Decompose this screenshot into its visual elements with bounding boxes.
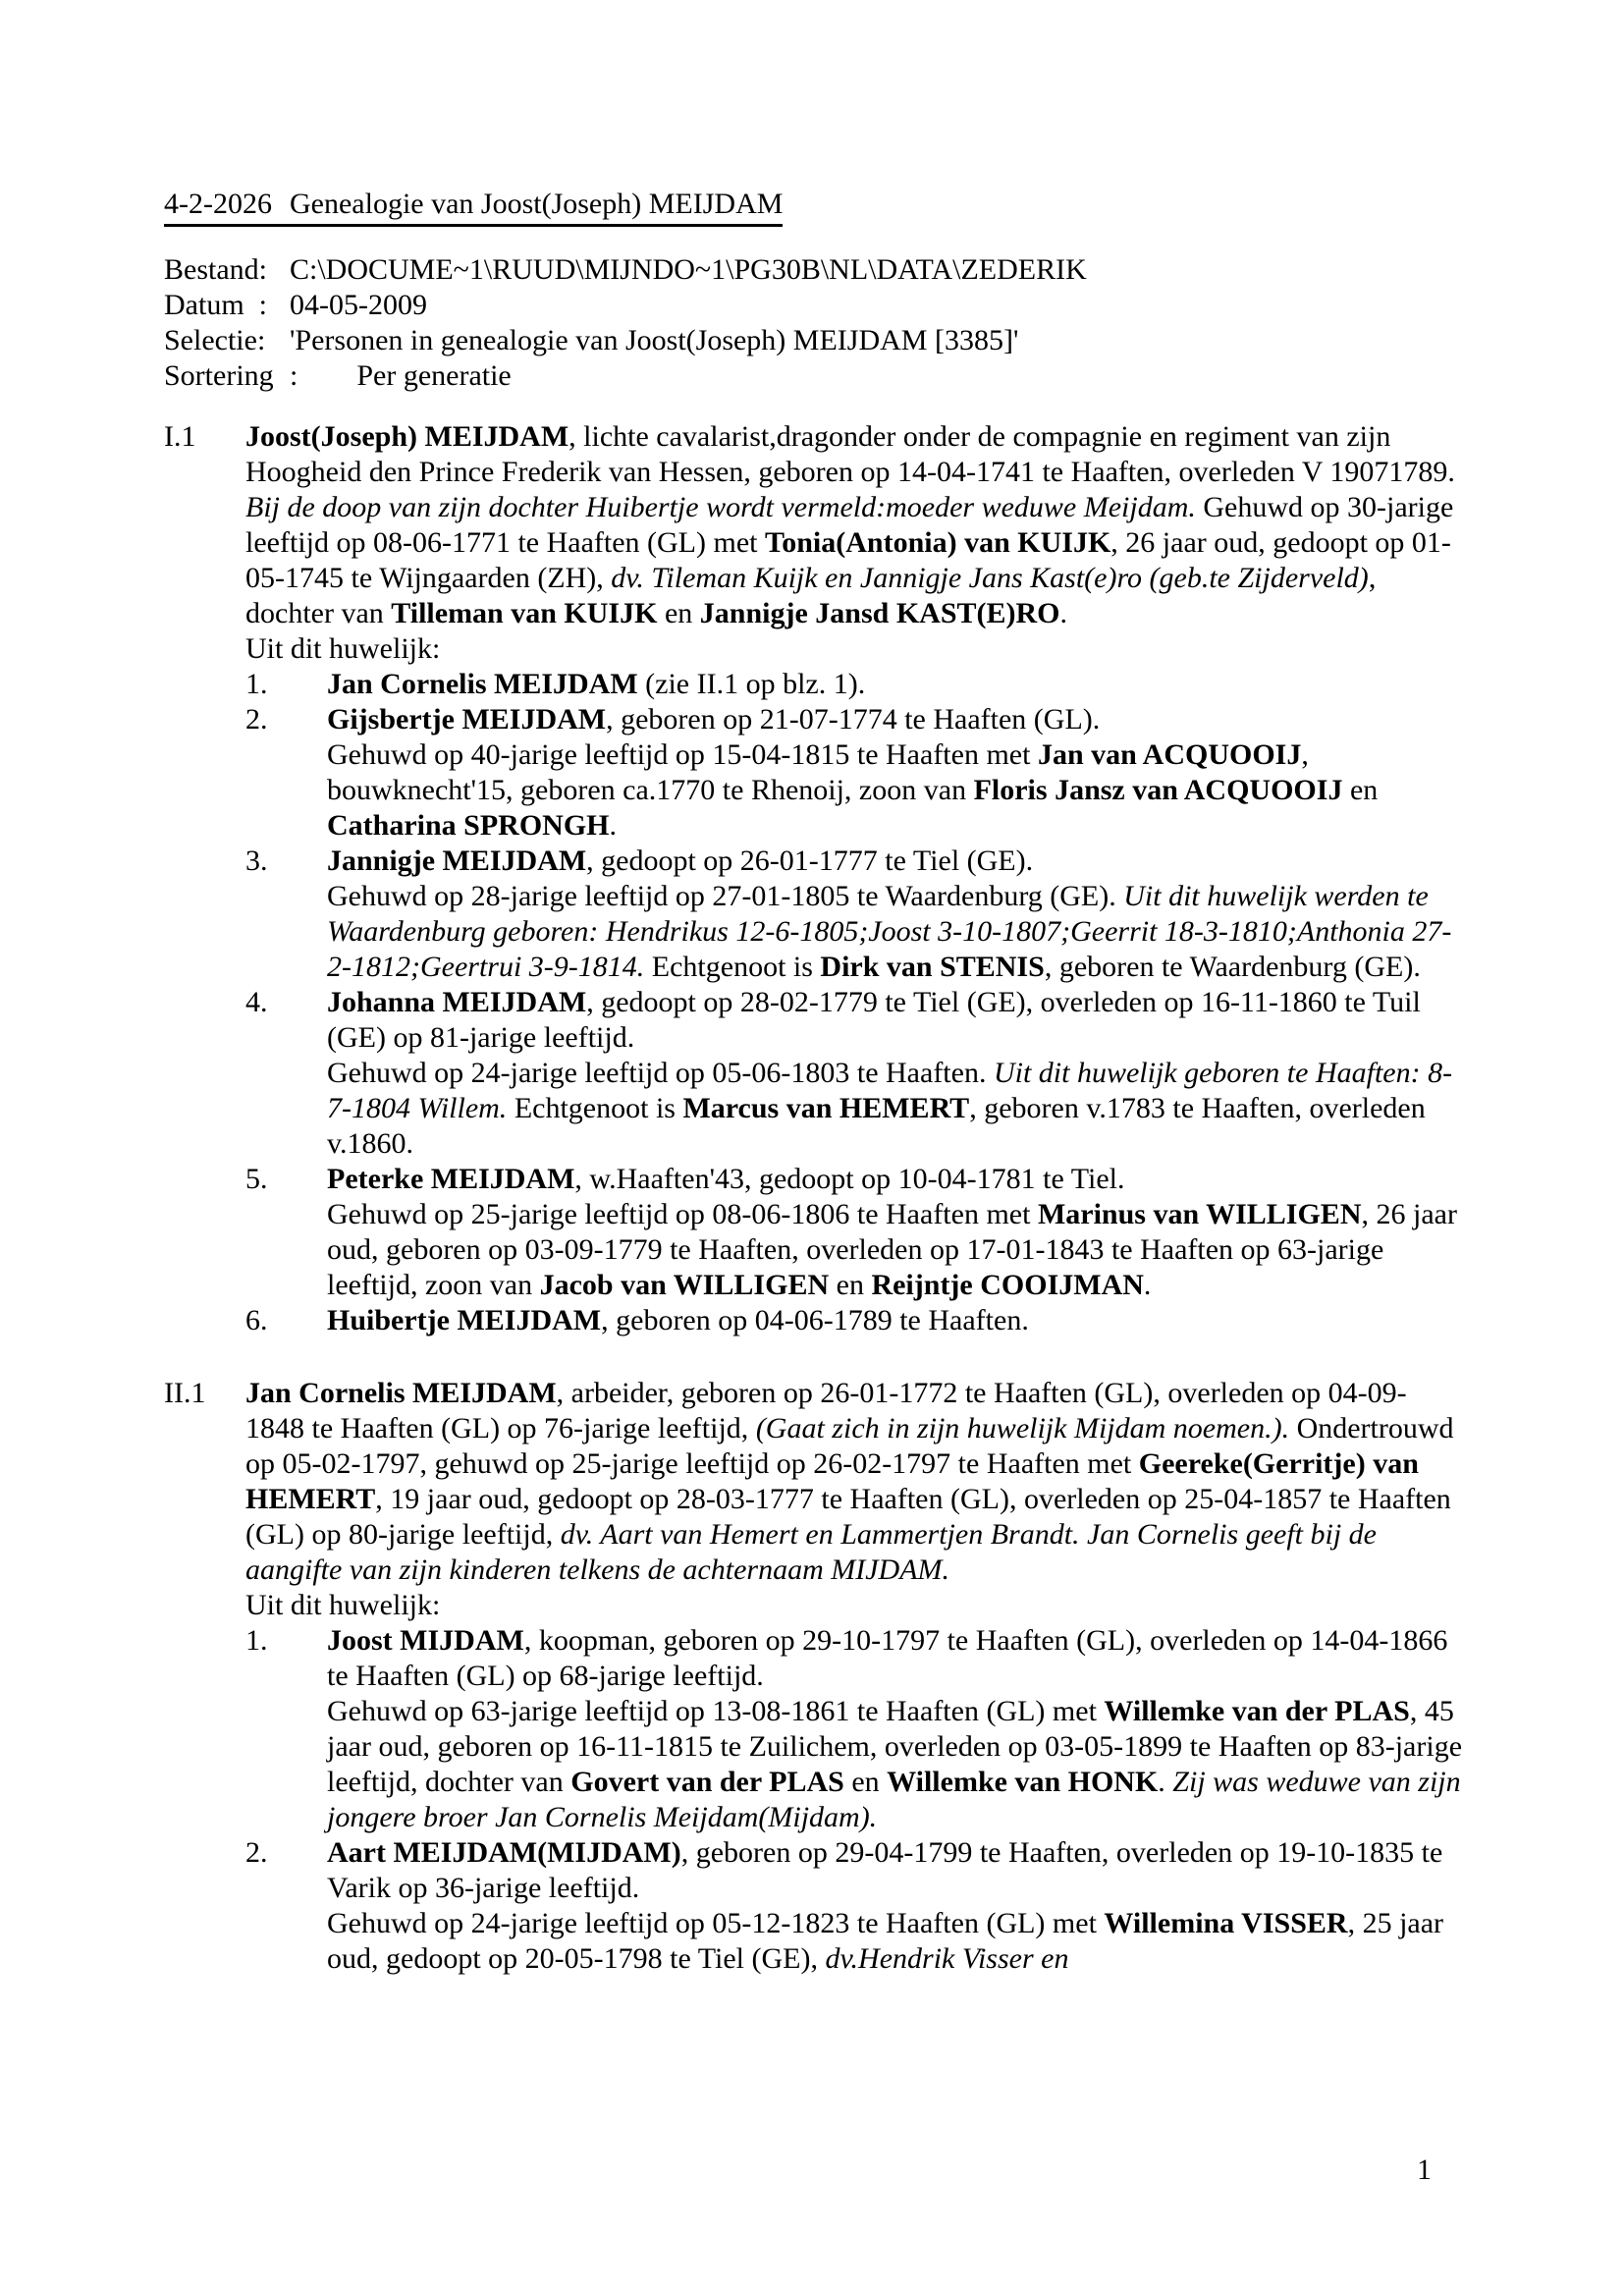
child-paragraph: Jannigje MEIJDAM, gedoopt op 26-01-1777 te Tiel (GE).	[327, 845, 1034, 877]
child-item	[245, 1303, 1463, 1338]
meta-row-datum	[164, 288, 1463, 323]
report-header-line	[164, 187, 783, 227]
document-content	[164, 187, 1463, 1977]
child-body	[327, 667, 1463, 702]
child-number: 4.	[245, 986, 268, 1018]
child-paragraph: Jan Cornelis MEIJDAM (zie II.1 op blz. 1).	[327, 668, 866, 700]
child-body	[327, 985, 1463, 1162]
child-body	[327, 844, 1463, 985]
child-paragraph: Gehuwd op 63-jarige leeftijd op 13-08-1861 te Haaften (GL) met Willemke van der PLAS, 45 jaar oud, geboren op 16-11-1815 te Zuilichem, overleden op 03-05-1899 te Haaften op 83-jarige leeftijd, dochter van Govert van der PLAS en Willemke van HONK. Zij was weduwe van zijn jongere broer Jan Cornelis Meijdam(Mijdam).	[327, 1695, 1463, 1833]
child-number: 5.	[245, 1163, 268, 1195]
child-item	[245, 985, 1463, 1162]
meta-value: 'Personen in genealogie van Joost(Joseph) MEIJDAM [3385]'	[290, 324, 1019, 356]
child-paragraph: Johanna MEIJDAM, gedoopt op 28-02-1779 te Tiel (GE), overleden op 16-11-1860 te Tuil (GE) op 81-jarige leeftijd.	[327, 986, 1421, 1054]
meta-value: 04-05-2009	[290, 289, 427, 321]
section-body	[245, 419, 1463, 1338]
file-metadata	[164, 252, 1463, 394]
child-item	[245, 844, 1463, 985]
children-header: Uit dit huwelijk:	[245, 1589, 441, 1621]
child-paragraph: Gehuwd op 25-jarige leeftijd op 08-06-1806 te Haaften met Marinus van WILLIGEN, 26 jaar oud, geboren op 03-09-1779 te Haaften, overleden op 17-01-1843 te Haaften op 63-jarige leeftijd, zoon van Jacob van WILLIGEN en Reijntje COOIJMAN.	[327, 1198, 1457, 1301]
child-body	[327, 1835, 1463, 1977]
child-paragraph: Joost MIJDAM, koopman, geboren op 29-10-1797 te Haaften (GL), overleden op 14-04-1866 te Haaften (GL) op 68-jarige leeftijd.	[327, 1624, 1448, 1692]
meta-label: Sortering	[164, 359, 274, 392]
person-intro: Joost(Joseph) MEIJDAM, lichte cavalarist,dragonder onder de compagnie en regiment van zijn Hoogheid den Prince Frederik van Hessen, geboren op 14-04-1741 te Haaften, overleden V 19071789. Bij de doop van zijn dochter Huibertje wordt vermeld:moeder weduwe Meijdam. Gehuwd op 30-jarige leeftijd op 08-06-1771 te Haaften (GL) met Tonia(Antonia) van KUIJK, 26 jaar oud, gedoopt op 01-05-1745 te Wijngaarden (ZH), dv. Tileman Kuijk en Jannigje Jans Kast(e)ro (geb.te Zijderveld), dochter van Tilleman van KUIJK en Jannigje Jansd KAST(E)RO.	[245, 420, 1455, 629]
child-body	[327, 1303, 1463, 1338]
child-number: 1.	[245, 1624, 268, 1657]
child-body	[327, 702, 1463, 844]
section-body	[245, 1376, 1463, 1977]
meta-label: Bestand:	[164, 253, 267, 286]
child-number: 2.	[245, 1836, 268, 1869]
child-number: 2.	[245, 703, 268, 736]
child-number: 6.	[245, 1304, 268, 1336]
child-number: 1.	[245, 668, 268, 700]
page-number: 1	[1417, 2153, 1432, 2186]
report-header	[164, 187, 1463, 227]
child-paragraph: Gehuwd op 40-jarige leeftijd op 15-04-1815 te Haaften met Jan van ACQUOOIJ, bouwknecht'15, geboren ca.1770 te Rhenoij, zoon van Floris Jansz van ACQUOOIJ en Catharina SPRONGH.	[327, 738, 1379, 842]
child-paragraph: Peterke MEIJDAM, w.Haaften'43, gedoopt op 10-04-1781 te Tiel.	[327, 1163, 1125, 1195]
child-item	[245, 702, 1463, 844]
child-paragraph: Gehuwd op 24-jarige leeftijd op 05-06-1803 te Haaften. Uit dit huwelijk geboren te Haaften: 8-7-1804 Willem. Echtgenoot is Marcus van HEMERT, geboren v.1783 te Haaften, overleden v.1860.	[327, 1057, 1453, 1160]
child-paragraph: Gijsbertje MEIJDAM, geboren op 21-07-1774 te Haaften (GL).	[327, 703, 1101, 736]
child-paragraph: Gehuwd op 28-jarige leeftijd op 27-01-1805 te Waardenburg (GE). Uit dit huwelijk werden te Waardenburg geboren: Hendrikus 12-6-1805;Joost 3-10-1807;Geerrit 18-3-1810;Anthonia 27-2-1812;Geertrui 3-9-1814. Echtgenoot is Dirk van STENIS, geboren te Waardenburg (GE).	[327, 880, 1452, 983]
section-ii1	[164, 1376, 1463, 1977]
meta-value: C:\DOCUME~1\RUUD\MIJNDO~1\PG30B\NL\DATA\ZEDERIK	[290, 253, 1087, 286]
child-number: 3.	[245, 845, 268, 877]
child-body	[327, 1162, 1463, 1303]
section-i1	[164, 419, 1463, 1338]
meta-label: Datum :	[164, 289, 267, 321]
child-item	[245, 1623, 1463, 1835]
person-intro: Jan Cornelis MEIJDAM, arbeider, geboren op 26-01-1772 te Haaften (GL), overleden op 04-09-1848 te Haaften (GL) op 76-jarige leeftijd, (Gaat zich in zijn huwelijk Mijdam noemen.). Ondertrouwd op 05-02-1797, gehuwd op 25-jarige leeftijd op 26-02-1797 te Haaften met Geereke(Gerritje) van HEMERT, 19 jaar oud, gedoopt op 28-03-1777 te Haaften (GL), overleden op 25-04-1857 te Haaften (GL) op 80-jarige leeftijd, dv. Aart van Hemert en Lammertjen Brandt. Jan Cornelis geeft bij de aangifte van zijn kinderen telkens de achternaam MIJDAM.	[245, 1377, 1454, 1586]
meta-value: : Per generatie	[290, 359, 512, 392]
child-item	[245, 667, 1463, 702]
child-paragraph: Gehuwd op 24-jarige leeftijd op 05-12-1823 te Haaften (GL) met Willemina VISSER, 25 jaar oud, gedoopt op 20-05-1798 te Tiel (GE), dv.Hendrik Visser en	[327, 1907, 1444, 1975]
child-body	[327, 1623, 1463, 1835]
child-item	[245, 1162, 1463, 1303]
report-date: 4-2-2026	[164, 188, 272, 220]
report-title: Genealogie van Joost(Joseph) MEIJDAM	[290, 188, 784, 220]
meta-label: Selectie:	[164, 324, 266, 356]
child-paragraph: Aart MEIJDAM(MIJDAM), geboren op 29-04-1799 te Haaften, overleden op 19-10-1835 te Varik op 36-jarige leeftijd.	[327, 1836, 1443, 1904]
child-item	[245, 1835, 1463, 1977]
section-number: II.1	[164, 1377, 206, 1409]
meta-row-selectie	[164, 323, 1463, 358]
child-paragraph: Huibertje MEIJDAM, geboren op 04-06-1789 te Haaften.	[327, 1304, 1029, 1336]
meta-row-bestand	[164, 252, 1463, 288]
meta-row-sortering	[164, 358, 1463, 394]
children-header: Uit dit huwelijk:	[245, 632, 441, 665]
section-number: I.1	[164, 420, 196, 453]
